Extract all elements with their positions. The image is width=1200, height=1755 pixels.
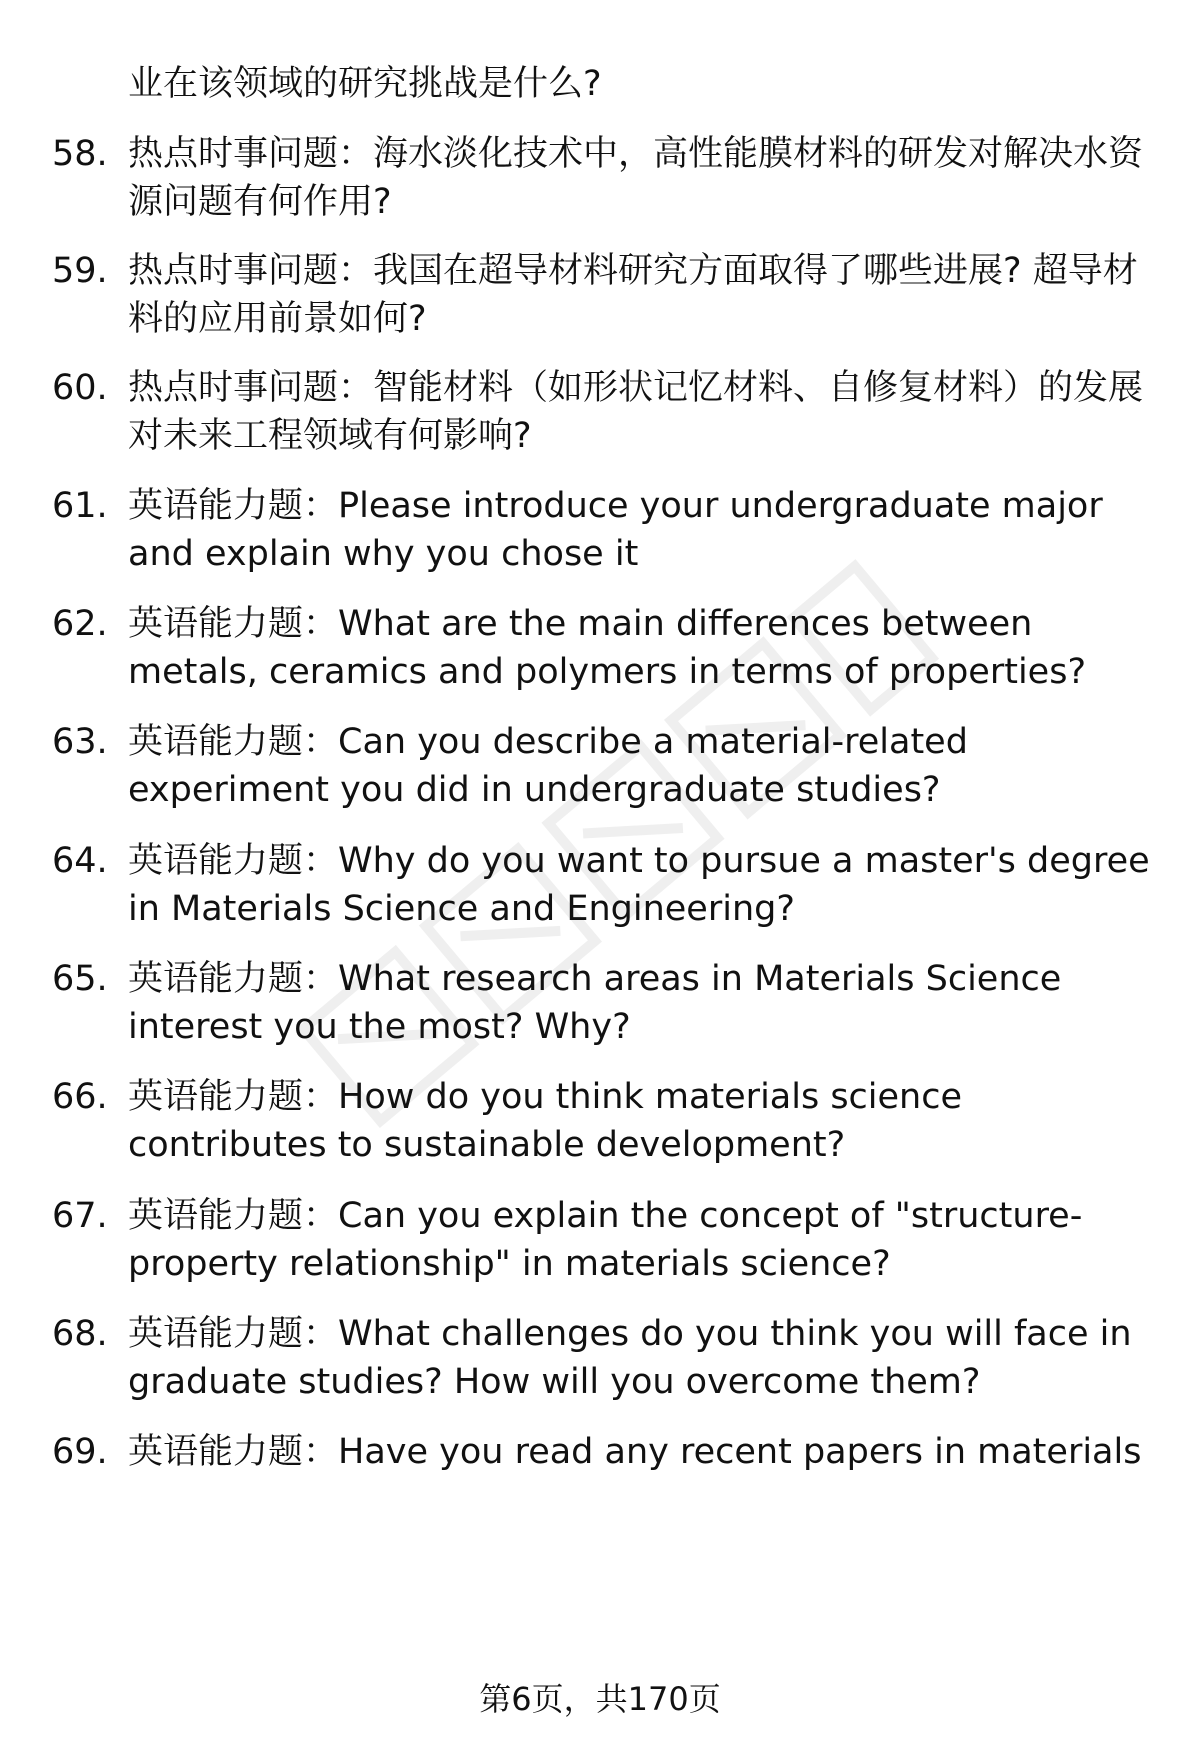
question-text: 英语能力题：Why do you want to pursue a master's degree in Materials Science and Engineering?	[128, 841, 1150, 929]
question-text: 英语能力题：What are the main differences between metals, ceramics and polymers in terms of properties?	[128, 604, 1087, 692]
question-text: 热点时事问题：智能材料（如形状记忆材料、自修复材料）的发展对未来工程领域有何影响?	[128, 368, 1144, 456]
question-text: 英语能力题：Can you describe a material-related experiment you did in undergraduate studies?	[128, 722, 968, 810]
question-number: 63.	[52, 722, 108, 762]
question-number: 65.	[52, 959, 108, 999]
question-number: 69.	[52, 1432, 108, 1472]
question-item-59	[52, 247, 1162, 343]
question-number: 60.	[52, 368, 108, 408]
question-text: 英语能力题：Please introduce your undergraduate major and explain why you chose it	[128, 486, 1103, 574]
question-item-60	[52, 364, 1162, 460]
question-item-68	[52, 1310, 1162, 1406]
question-text: 英语能力题：Have you read any recent papers in materials	[128, 1432, 1142, 1472]
question-text: 热点时事问题：海水淡化技术中，高性能膜材料的研发对解决水资源问题有何作用?	[128, 134, 1144, 222]
question-item-69	[52, 1428, 1162, 1476]
question-number: 67.	[52, 1196, 108, 1236]
question-item-61	[52, 482, 1162, 578]
question-item-63	[52, 718, 1162, 814]
question-item-62	[52, 600, 1162, 696]
question-text: 热点时事问题：我国在超导材料研究方面取得了哪些进展? 超导材料的应用前景如何?	[128, 251, 1138, 339]
question-item-64	[52, 837, 1162, 933]
question-number: 61.	[52, 486, 108, 526]
question-item-65	[52, 955, 1162, 1051]
question-number: 66.	[52, 1077, 108, 1117]
continuation-text: 业在该领域的研究挑战是什么?	[128, 64, 602, 104]
question-number: 59.	[52, 251, 108, 291]
question-item-67	[52, 1192, 1162, 1288]
page-footer: 第6页，共170页	[479, 1680, 721, 1718]
question-number: 64.	[52, 841, 108, 881]
question-number: 58.	[52, 134, 108, 174]
question-number: 62.	[52, 604, 108, 644]
question-item-66	[52, 1073, 1162, 1169]
question-text: 英语能力题：What research areas in Materials Science interest you the most? Why?	[128, 959, 1062, 1047]
question-text: 英语能力题：What challenges do you think you will face in graduate studies? How will you overcome them?	[128, 1314, 1132, 1402]
question-text: 英语能力题：Can you explain the concept of "structure-property relationship" in materials science?	[128, 1196, 1083, 1284]
question-number: 68.	[52, 1314, 108, 1354]
question-text: 英语能力题：How do you think materials science contributes to sustainable development?	[128, 1077, 963, 1165]
question-item-58	[52, 130, 1162, 226]
